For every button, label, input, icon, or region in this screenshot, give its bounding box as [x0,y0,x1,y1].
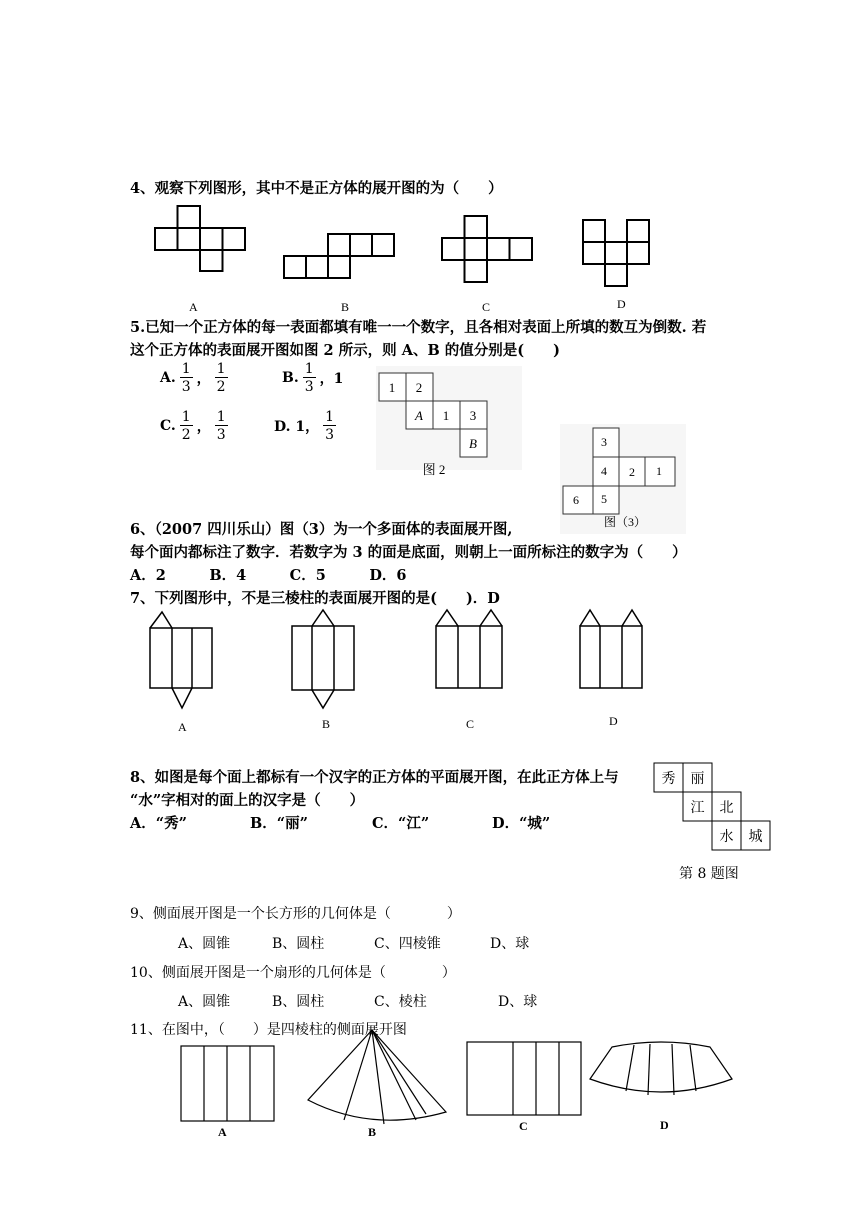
q8-cell-li: 丽 [690,771,705,787]
q7-label-c: C [466,717,475,731]
fig2-cell-b: B [469,436,477,451]
q8-figure [653,762,773,852]
q10-option-a: A、圆锥 [178,994,231,1010]
q10-text: 10、侧面展开图是一个扇形的几何体是（ ） [130,965,456,981]
q11-figure-a [180,1045,276,1123]
q11-figure-d [588,1043,734,1117]
fraction: $\frac{1}{2}$ [181,409,191,443]
q4-net-d [582,219,652,289]
option-label: C. [160,418,176,434]
q11-label-c: C [519,1119,528,1133]
q4-label-b: B [341,300,350,314]
q7-figure-d [578,608,646,690]
fig2-cell-a: A [415,408,423,423]
q8-cell-bei: 北 [719,800,734,816]
q8-option-b: B．“丽” [250,815,308,832]
fig3-cell-3: 3 [601,435,607,449]
fig2-cell-4: 3 [469,408,477,423]
q10-option-c: C、棱柱 [374,994,427,1010]
q9-text: 9、侧面展开图是一个长方形的几何体是（ ） [130,906,461,922]
fig3-cell-1: 1 [656,464,662,478]
option-label: B. [282,370,299,386]
q8-cell-jiang: 江 [690,800,705,816]
q7-figure-b [290,608,358,714]
q4-label-c: C [482,300,491,314]
fig3-cell-6: 6 [573,493,579,507]
option-label: D. 1， [274,419,320,435]
q9-option-a: A、圆锥 [178,936,231,952]
q4-label-d: D [617,297,626,311]
option-label: A. [160,370,176,386]
fig2-caption: 图 2 [422,462,446,477]
q8-line2: “水”字相对的面上的汉字是（ ） [130,792,365,809]
fraction: $\frac{1}{3}$ [181,361,191,395]
q5-option-d [274,410,336,442]
separator: ，1 [319,371,344,387]
q10-option-b: B、圆柱 [272,994,325,1010]
fig3-cell-2: 2 [629,465,635,479]
q5-line2: 这个正方体的表面展开图如图 2 所示，则 A、B 的值分别是( ) [130,342,561,359]
q7-text: 7、下列图形中，不是三棱柱的表面展开图的是( )．D [130,590,500,607]
q8-option-c: C．“江” [372,815,430,832]
fraction: $\frac{1}{2}$ [216,361,226,395]
q6-options: A．2 B．4 C．5 D．6 [130,567,407,584]
fraction: $\frac{1}{3}$ [304,361,314,395]
fig2-cell-3: 1 [442,408,450,423]
q11-label-b: B [368,1125,377,1139]
q11-text: 11、在图中，（ ）是四棱柱的侧面展开图 [130,1022,407,1038]
q7-figure-c [434,608,506,690]
q11-label-d: D [660,1118,669,1132]
q5-option-a [160,362,228,394]
q11-figure-b [306,1028,448,1128]
q5-option-c [160,410,228,442]
q7-label-a: A [178,720,187,734]
q5-line1: 5.已知一个正方体的每一表面都填有唯一一个数字，且各相对表面上所填的数互为倒数. 若 [130,319,707,336]
q11-figure-c [466,1041,582,1117]
q8-cell-xiu: 秀 [661,771,676,787]
separator: ， [196,419,211,435]
q4-net-b [284,233,396,279]
separator: ， [196,371,211,387]
q11-label-a: A [218,1125,227,1139]
q9-option-d: D、球 [490,936,530,952]
q8-cell-shui: 水 [719,829,734,845]
fig3-caption: 图（3） [603,515,647,529]
q7-label-d: D [609,714,618,728]
q8-option-d: D．“城” [492,815,551,832]
q8-option-a: A．“秀” [130,815,187,832]
q9-option-b: B、圆柱 [272,936,325,952]
q4-text: 4、观察下列图形，其中不是正方体的展开图的为（ ） [130,180,503,197]
q4-label-a: A [189,300,198,314]
q6-line2: 每个面内都标注了数字．若数字为 3 的面是底面，则朝上一面所标注的数字为（ ） [130,544,687,561]
q7-label-b: B [322,717,331,731]
q6-figure-3 [560,424,686,534]
fig2-cell-1: 1 [388,380,396,395]
q8-line1: 8、如图是每个面上都标有一个汉字的正方体的平面展开图，在此正方体上与 [130,769,619,786]
q4-net-a [155,205,247,271]
q6-line1: 6、（2007 四川乐山）图（3）为一个多面体的表面展开图, [130,521,513,538]
fig2-cell-2: 2 [415,380,423,395]
q4-net-c [442,215,534,285]
fraction: $\frac{1}{3}$ [216,409,226,443]
q8-cell-cheng: 城 [748,829,763,845]
fig3-cell-4: 4 [601,464,607,478]
q8-caption: 第 8 题图 [679,866,739,882]
fraction: $\frac{1}{3}$ [325,409,335,443]
fig3-cell-5: 5 [601,492,607,506]
q9-option-c: C、四棱锥 [374,936,441,952]
q10-option-d: D、球 [498,994,538,1010]
q5-figure-2 [376,366,522,478]
q7-figure-a [148,610,214,714]
q5-option-b [282,362,343,394]
